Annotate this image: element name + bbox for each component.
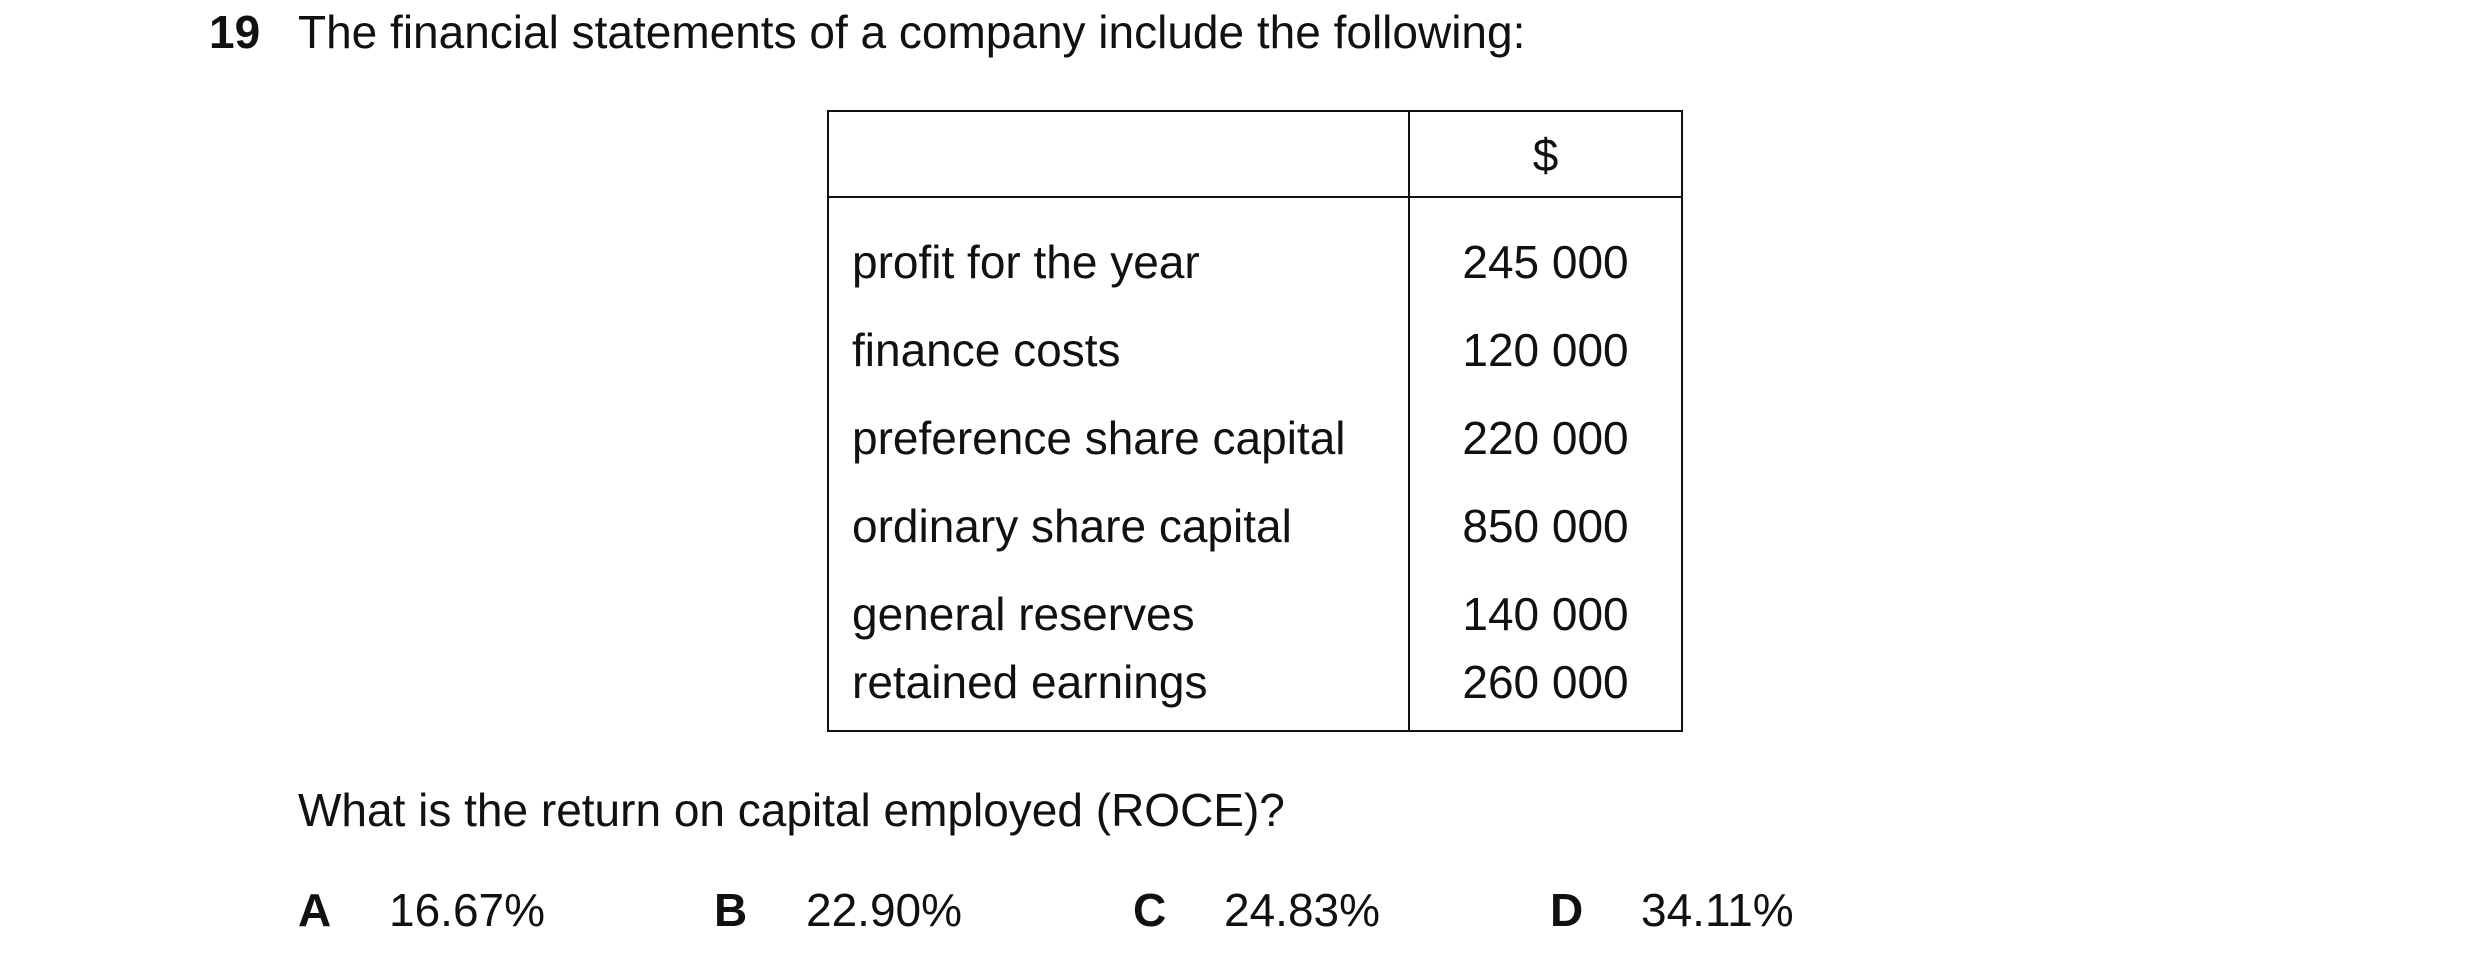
table-row (829, 218, 1681, 306)
row-amount: 260 000 (1462, 656, 1629, 708)
option-c-value[interactable]: 24.83% (1224, 884, 1381, 936)
option-a-value[interactable]: 16.67% (389, 884, 546, 936)
row-amount: 120 000 (1462, 324, 1629, 376)
question-prompt: What is the return on capital employed (ROCE)? (298, 784, 1285, 836)
table-row (829, 306, 1681, 394)
row-label: retained earnings (852, 656, 1208, 708)
option-a-letter[interactable]: A (298, 884, 332, 936)
option-c-letter[interactable]: C (1133, 884, 1167, 936)
table-row (829, 394, 1681, 482)
option-d-letter[interactable]: D (1550, 884, 1584, 936)
question-text: The financial statements of a company include the following: (298, 6, 1526, 58)
row-amount: 245 000 (1462, 236, 1629, 288)
row-label: profit for the year (852, 236, 1200, 288)
option-b-letter[interactable]: B (714, 884, 748, 936)
table-row (829, 638, 1681, 726)
option-d-value[interactable]: 34.11% (1641, 884, 1794, 936)
row-label: preference share capital (852, 412, 1346, 464)
row-label: general reserves (852, 588, 1195, 640)
row-label: ordinary share capital (852, 500, 1292, 552)
table-row (829, 482, 1681, 570)
row-amount: 850 000 (1462, 500, 1629, 552)
row-amount: 220 000 (1462, 412, 1629, 464)
currency-header: $ (1532, 129, 1559, 181)
row-label: finance costs (852, 324, 1121, 376)
option-b-value[interactable]: 22.90% (806, 884, 963, 936)
question-number: 19 (209, 6, 261, 58)
financial-data-table (827, 110, 1683, 732)
row-amount: 140 000 (1462, 588, 1629, 640)
